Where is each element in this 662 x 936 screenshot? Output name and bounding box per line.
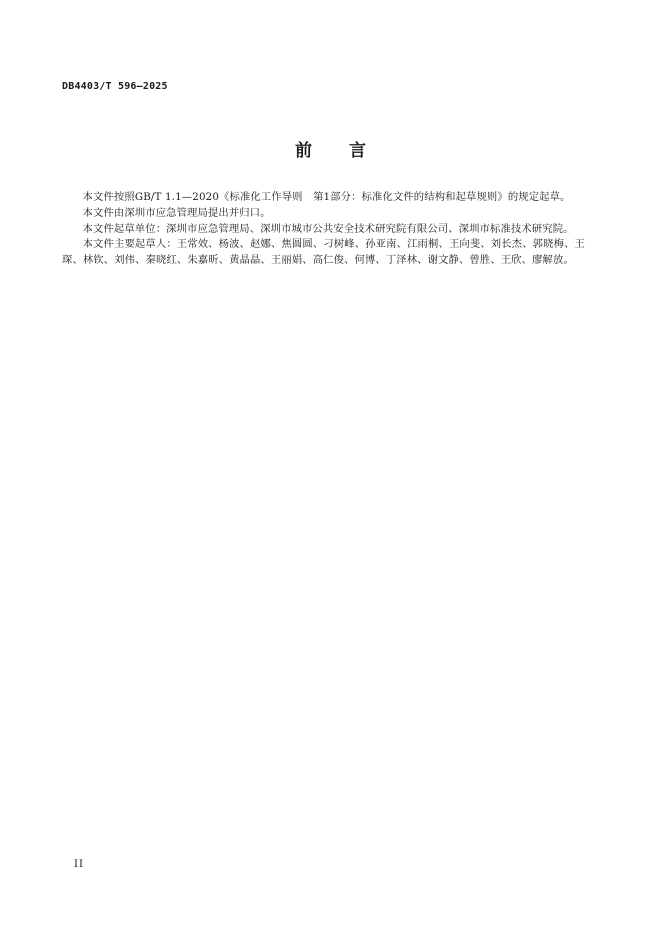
paragraph-proposer: 本文件由深圳市应急管理局提出并归口。 [82,206,271,219]
paragraph-drafters: 本文件主要起草人：王常效、杨波、赵娜、焦圆圆、刁树峰、孙亚南、江雨桐、王向斐、刘长杰、郭晓梅、王琛、林钦、刘伟、秦晓红、朱嘉昕、黄晶晶、王丽娟、高仁俊、何博、丁泽林、谢文静、曾胜、王欣、廖解放。 [62,238,585,267]
paragraph-drafting-rules: 本文件按照GB/T 1.1—2020《标准化工作导则 第1部分：标准化文件的结构和起草规则》的规定起草。 [82,191,571,203]
page-number: II [74,859,84,870]
document-code: DB4403/T 596—2025 [62,81,168,92]
page-title: 前 言 [295,141,367,161]
paragraph-drafting-units: 本文件起草单位：深圳市应急管理局、深圳市城市公共安全技术研究院有限公司、深圳市标准技术研究院。 [82,222,574,235]
foreword-body [62,190,585,269]
